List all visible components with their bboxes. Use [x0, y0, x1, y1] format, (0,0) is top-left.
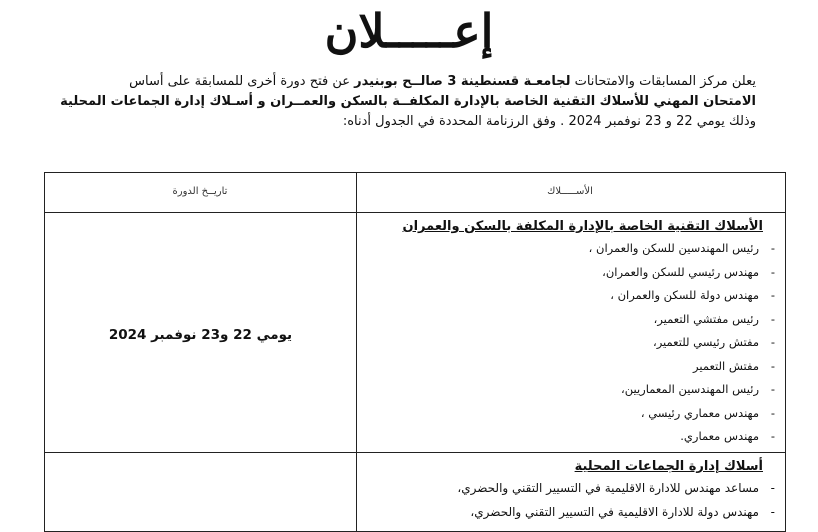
list-item: - مهندس دولة للسكن والعمران ،	[367, 284, 777, 308]
header-corps: الأســـــلاك	[547, 186, 593, 197]
announcement-title: إعـــــلان	[324, 4, 494, 58]
list-item: - مهندس رئيسي للسكن والعمران،	[367, 261, 777, 285]
section-2-list	[367, 477, 777, 524]
intro-paragraph	[0, 72, 756, 132]
row-divider	[45, 452, 785, 453]
section-housing-urbanism	[367, 217, 777, 449]
intro-line-1-part-a: يعلن مركز المسابقات والامتحانات	[570, 74, 756, 89]
list-item: - مفتش التعمير	[367, 355, 777, 379]
column-divider	[356, 173, 357, 531]
section-1-list	[367, 237, 777, 449]
list-item: - رئيس المهندسين للسكن والعمران ،	[367, 237, 777, 261]
intro-line-2: الامتحان المهني للأسلاك التقنية الخاصة بالإدارة المكلفــة بالسكن والعمــران و أسـلاك إدارة الجماعات المحلية	[60, 94, 756, 109]
intro-line-3: وذلك يومي 22 و 23 نوفمبر 2024 . وفق الرزنامة المحددة في الجدول أدناه:	[342, 114, 756, 129]
intro-line-1-part-c: عن فتح دورة أخرى للمسابقة على أساس	[129, 74, 355, 89]
section-2-title: أسلاك إدارة الجماعات المحلية	[574, 459, 763, 474]
section-1-title: الأسلاك التقنية الخاصة بالإدارة المكلفة بالسكن والعمران	[402, 219, 763, 234]
list-item: - رئيس المهندسين المعماريين،	[367, 378, 777, 402]
list-item: - مهندس معماري.	[367, 425, 777, 449]
exam-date: يومي 22 و23 نوفمبر 2024	[108, 327, 293, 343]
list-item: - مهندس دولة للادارة الاقليمية في التسيير التقني والحضري،	[367, 501, 777, 525]
table-header	[45, 173, 785, 213]
intro-line-1	[0, 72, 756, 92]
list-item: - رئيس مفتشي التعمير،	[367, 308, 777, 332]
list-item: - مفتش رئيسي للتعمير،	[367, 331, 777, 355]
list-item: - مساعد مهندس للادارة الاقليمية في التسيير التقني والحضري،	[367, 477, 777, 501]
section-local-administration	[367, 457, 777, 524]
list-item: - مهندس معماري رئيسي ،	[367, 402, 777, 426]
header-date: تاريــخ الدورة	[172, 186, 228, 197]
schedule-table	[44, 172, 786, 532]
intro-line-1-university: لجامعـة قسنطينة 3 صالــح بوبنيدر	[354, 74, 571, 89]
